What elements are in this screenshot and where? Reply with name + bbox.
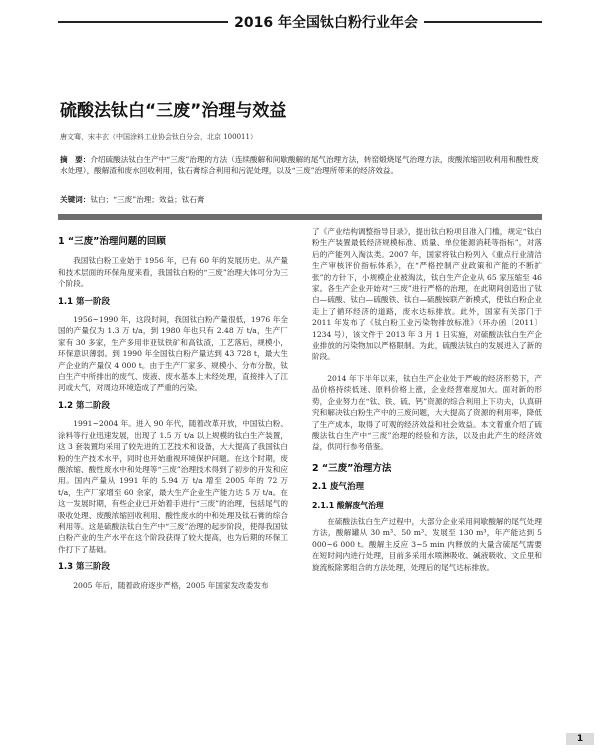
running-header (58, 12, 542, 32)
article-authors: 唐文骞，宋丰玄（中国涂料工业协会钛白分会，北京 100011） (60, 133, 257, 141)
continued-text: 了《产业结构调整指导目录》，提出钛白粉项目准入门槛，规定“钛白粉生产装置最低经济规模标准、质量、单位能源消耗等指标”，对落后的产能列入淘汰类。2007 年，国家将钛白粉列入《重点行业清洁生产审核评价指标体系》，在“严格控制产业政策和产能的不断扩张”的方针下，小规模企业被淘汰，钛白生产企业从 65 家压缩至 46 家。各生产企业开始对“三废”进行严格的治理，在此期间创造出了钛白—硫酸、钛白—硫酸铁、钛白—硫酸铵联产新模式，使钛白粉企业走上了循环经济的道路，废水达标排放。此外，国家有关部门于 2011 年发布了《钛白粉工业污染物排放标准》（环办函〔2011〕1234 号），该文件于 2013 年 3 月 1 日实施，对硫酸法钛白生产企业排放的污染物加以严格限制。为此，硫酸法钛白的发展进入了新的阶段。 (312, 227, 542, 362)
subsection-1-3-text: 2005 年后，随着政府逐步严格，2005 年国家发改委发布 (73, 580, 269, 590)
subsection-2-1-1-text: 在硫酸法钛白生产过程中，大部分企业采用间歇酸解的尾气处理方法，酸解罐从 30 m³、50 m³、发展至 130 m³，年产能达到 5 000~6 000 t。酸解主反应 3~5 min 内释放的大量含硫尾气需要在短时间内进行处理，目前多采用水喷淋吸收、碱液吸收、文丘里和旋流板除雾组合的方法处理，处理后的尾气达标排放。 (312, 516, 542, 572)
subsection-1-2-heading: 1.2 第二阶段 (58, 400, 111, 411)
subsection-1-1-heading: 1.1 第一阶段 (58, 296, 111, 307)
subsection-2-1-heading: 2.1 废气治理 (312, 482, 365, 493)
continued-text-2: 2014 年下半年以来，钛白生产企业处于严峻的经济形势下，产品价格持续低迷、原料价格上涨，企业经营难度加大。面对新的形势，企业努力在“钛、铁、硫、钙”资源的综合利用上下功夫，认真研究和解决钛白粉生产中的三废问题，大大提高了资源的利用率，降低了生产成本，取得了可观的经济效益和社会效益。本文着重介绍了硫酸法钛白生产中“三废”治理的经验和方法，以及由此产生的经济效益，供同行参考借鉴。 (312, 373, 542, 452)
section-1-intro: 我国钛白粉工业始于 1956 年，已有 60 年的发展历史。从产量和技术层面的环保角度来看，我国钛白粉的“三废”治理大体可分为三个阶段。 (58, 256, 288, 289)
header-rule-right (424, 21, 542, 23)
subsection-1-2-text: 1991~2004 年。进入 90 年代，随着改革开放，中国钛白粉、涂料等行业迅速发展，出现了 1.5 万 t/a 以上规模的钛白生产装置，这 3 套装置均采用了较先进的工艺技术和设备，大大提高了我国钛白粉的生产技术水平，同时也开始重视环境保护问题。在这个时期，废酸浓缩、酸性废水中和处理等“三废”治理技术得到了初步的开发和应用。国内产量从 1991 年的 5.94 万 t/a 增至 2005 年的 72 万 t/a，生产厂家增至 60 余家，最大生产企业生产能力达 5 万 t/a。在这一发展时期，有些企业已开始着手进行“三废”的治理，包括尾气的吸收处理、废酸浓缩回收利用、酸性废水的中和处理及钛石膏的综合利用等。这是硫酸法钛白生产中“三废”治理的起步阶段，使得我国钛白粉产业的生产水平在这个阶段获得了较大提高，也为后期的环保工作打下了基础。 (58, 419, 288, 554)
subsection-1-3-heading: 1.3 第三阶段 (58, 562, 111, 573)
left-column (58, 226, 288, 746)
abstract-label: 摘 要： (60, 155, 91, 164)
section-1-heading: 1 “三废”治理问题的回顾 (58, 236, 166, 247)
header-rule-left (58, 21, 228, 23)
keywords-label: 关键词： (60, 195, 91, 204)
subsection-1-1-text: 1956~1990 年，这段时间，我国钛白粉产量很低，1976 年全国的产量仅为 1.3 万 t/a，到 1980 年也只有 2.48 万 t/a，生产厂家有 30 多家，生产多用非亚钛铁矿和高钛渣，工艺落后，规模小，环保意识薄弱。到 1990 年全国钛白粉产量达到 43 728 t，最大生产企业的产量仅 4 000 t。由于生产厂家多、规模小、分布分散，钛白生产中所排出的废气、废液、废水基本上未经处理，直接排入了江河或大气，对周边环境造成了严重的污染。 (58, 315, 288, 393)
keywords-text: 钛白；“三废”治理；效益；钛石膏 (90, 195, 205, 204)
subsection-2-1-1-heading: 2.1.1 酸解废气治理 (312, 500, 384, 510)
section-2-heading: 2 “三废”治理方法 (312, 462, 392, 474)
running-title: 2016 年全国钛白粉行业年会 (234, 15, 418, 31)
right-column (312, 226, 542, 746)
keywords (60, 194, 540, 205)
abstract-text: 介绍硫酸法钛白生产中“三废”治理的方法（连续酸解和间歇酸解的尾气治理方法，转窑煅烧尾气治理方法，废酸浓缩回收利用和酸性废水处理），酸解渣和废水回收利用，钛石膏综合利用和污泥处理，以及“三废”治理所带来的经济效益。 (60, 155, 539, 175)
page-number: 1 (566, 733, 594, 745)
abstract (60, 154, 540, 176)
section-divider (58, 214, 542, 220)
article-title: 硫酸法钛白“三废”治理与效益 (60, 101, 287, 121)
